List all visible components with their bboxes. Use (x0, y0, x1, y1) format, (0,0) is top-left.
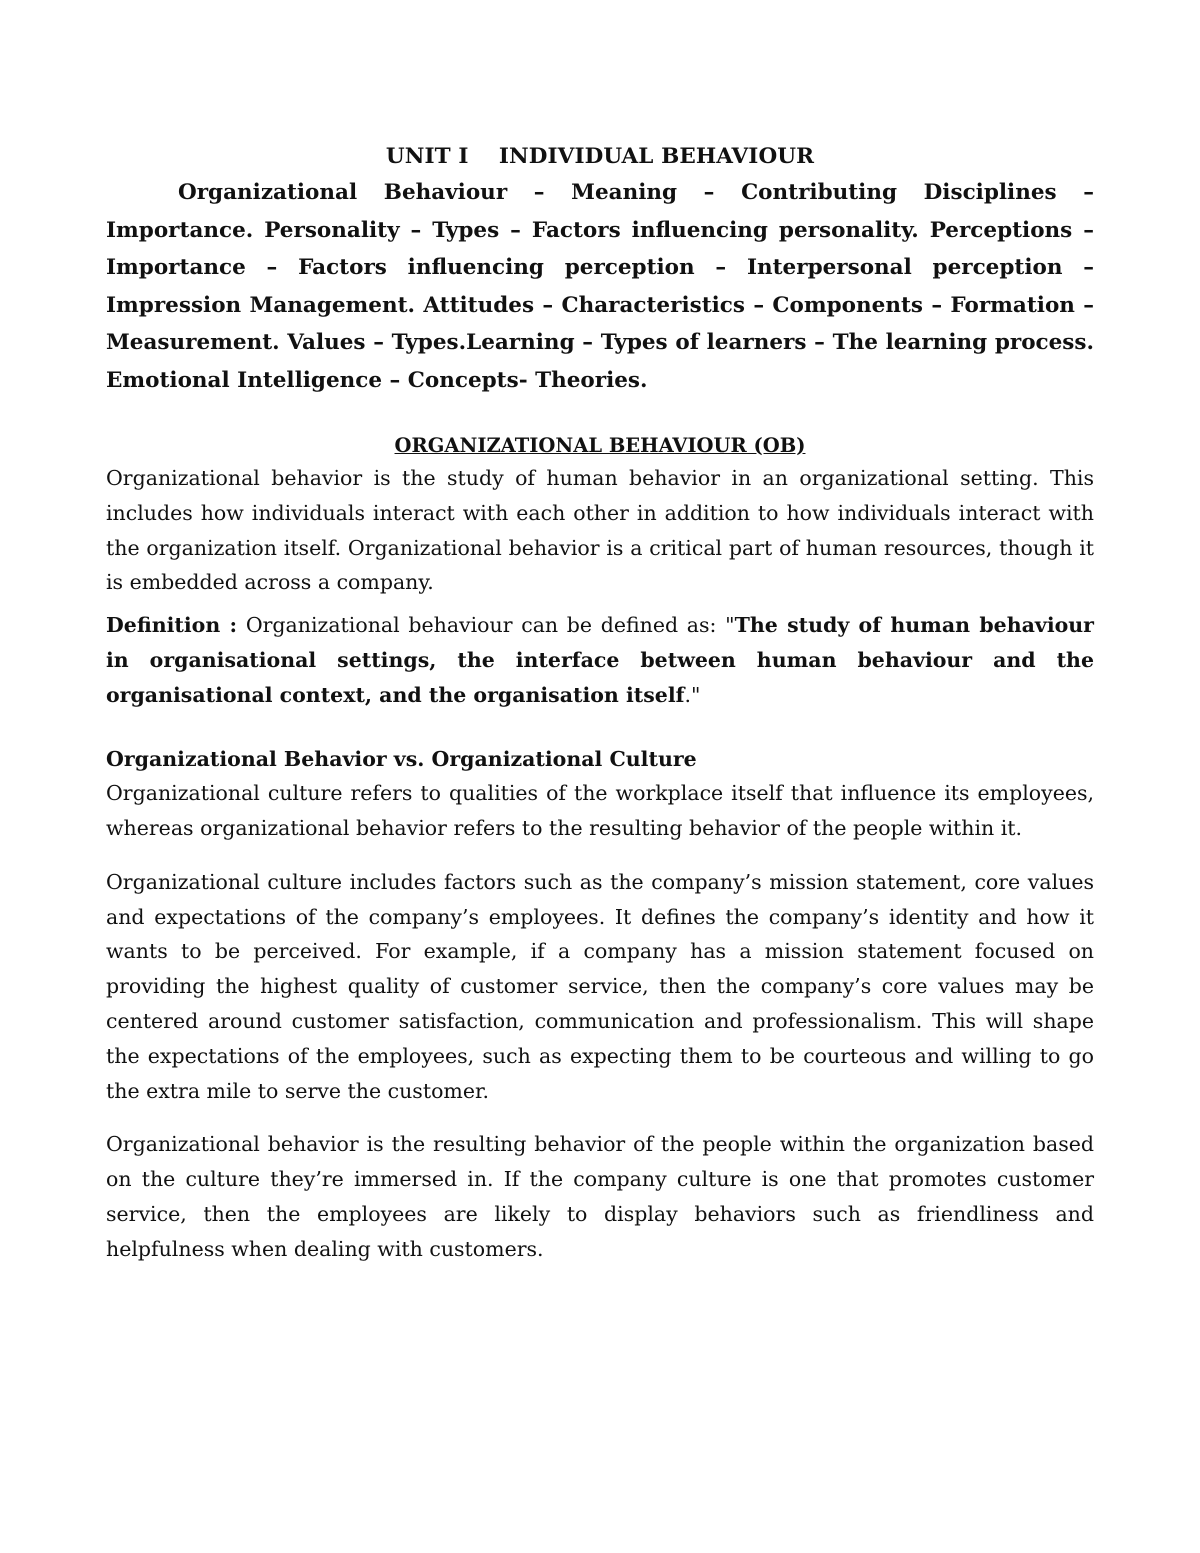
section-heading: ORGANIZATIONAL BEHAVIOUR (OB) (394, 434, 806, 457)
definition-lead: Organizational behaviour can be defined as: " (237, 613, 735, 638)
culture-definition-paragraph: Organizational culture refers to qualities of the workplace itself that influence its employees, whereas organizational behavior refers to the resulting behavior of the people within it. (106, 781, 1094, 840)
definition-quote: The study of human behaviour in organisational settings, the interface between human behaviour and the organisational context, and the organisation itself (106, 613, 1094, 708)
definition-label: Definition : (106, 613, 238, 638)
behavior-result-paragraph: Organizational behavior is the resulting behavior of the people within the organization based on the culture they’re immersed in. If the company culture is one that promotes customer service, then the employees are likely to display behaviors such as friendliness and helpfulness when dealing with customers. (106, 1132, 1094, 1261)
definition-paragraph (106, 608, 1094, 713)
intro-paragraph: Organizational behavior is the study of human behavior in an organizational setting. This includes how individuals interact with each other in addition to how individuals interact with the organization itself. Organizational behavior is a critical part of human resources, though it is embedded across a company. (106, 466, 1094, 595)
culture-factors-paragraph: Organizational culture includes factors such as the company’s mission statement, core values and expectations of the company’s employees. It defines the company’s identity and how it wants to be perceived. For example, if a company has a mission statement focused on providing the highest quality of customer service, then the company’s core values may be centered around customer satisfaction, communication and professionalism. This will shape the expectations of the employees, such as expecting them to be courteous and willing to go the extra mile to serve the customer. (106, 869, 1094, 1103)
comparison-subheading: Organizational Behavior vs. Organizational Culture (106, 747, 697, 772)
page-content (106, 140, 1094, 1267)
unit-title: UNIT I INDIVIDUAL BEHAVIOUR (385, 144, 815, 169)
definition-tail: ." (684, 683, 701, 708)
unit-syllabus: Organizational Behaviour – Meaning – Contributing Disciplines – Importance. Personality – Types – Factors influencing personality. Perceptions – Importance – Factors influencing perception – Interpersonal perception – Impression Management. Attitudes – Characteristics – Components – Formation – Measurement. Values – Types.Learning – Types of learners – The learning process. Emotional Intelligence – Concepts- Theories. (106, 180, 1094, 393)
